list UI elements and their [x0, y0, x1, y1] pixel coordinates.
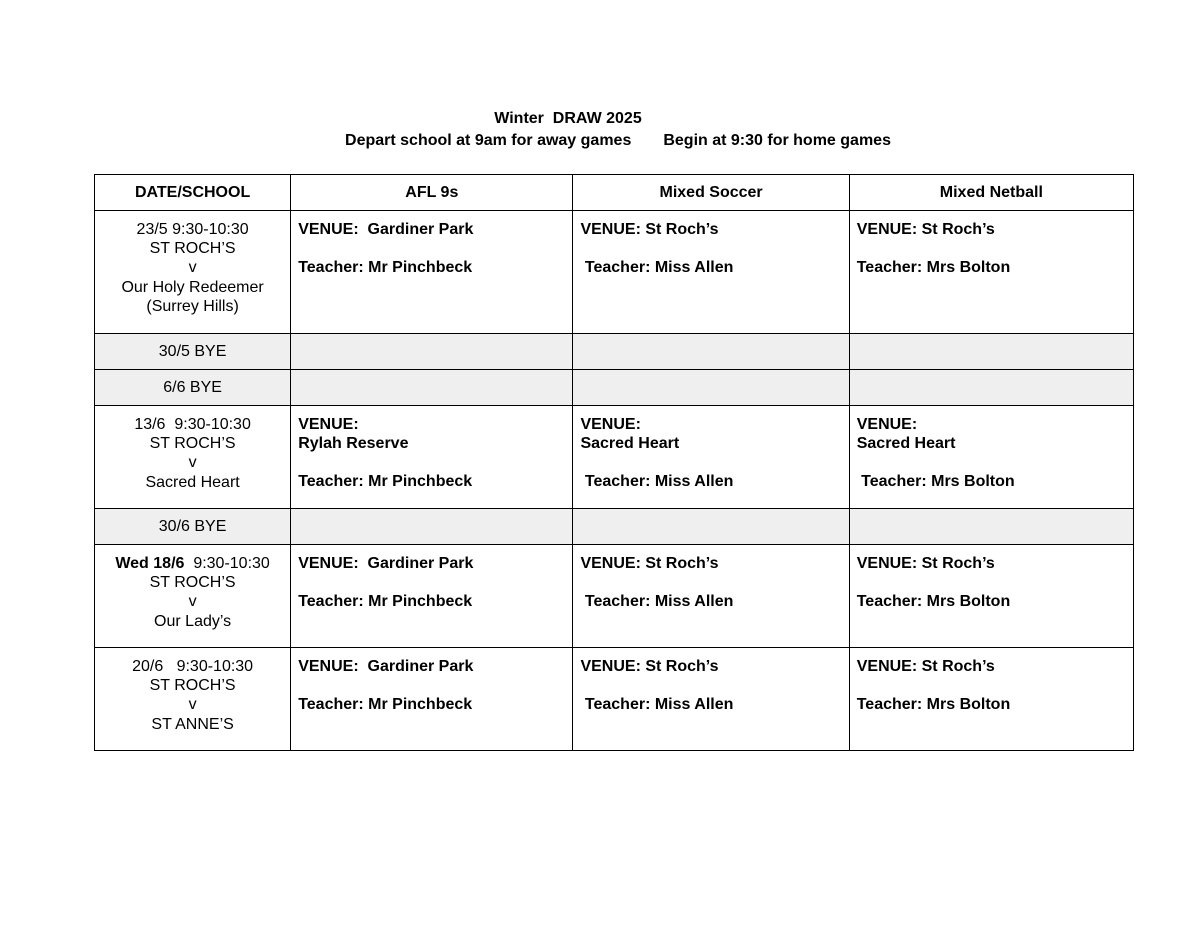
- teacher-text: Teacher: Mrs Bolton: [856, 696, 1011, 714]
- venue-text: VENUE: St Roch’s: [580, 555, 719, 572]
- page-title: Winter DRAW 2025: [494, 110, 642, 127]
- venue-text: VENUE: Gardiner Park: [298, 555, 474, 572]
- teacher-text: Teacher: Mr Pinchbeck: [298, 696, 473, 714]
- venue-name: Sacred Heart: [856, 435, 956, 453]
- teacher-text: Teacher: Mr Pinchbeck: [298, 473, 473, 491]
- soccer-cell: [573, 648, 849, 751]
- afl-cell: [291, 211, 573, 334]
- column-header-netball: Mixed Netball: [849, 175, 1133, 211]
- depart-note: Depart school at 9am for away games: [345, 132, 632, 149]
- venue-text: VENUE: St Roch’s: [856, 221, 995, 238]
- bye-row: [95, 509, 1134, 545]
- venue-text: VENUE: St Roch’s: [580, 658, 719, 675]
- page-subtitle: [0, 131, 1200, 151]
- bye-row: [95, 370, 1134, 406]
- date-line: v: [188, 259, 197, 277]
- draw-table: [94, 174, 1134, 751]
- empty-cell: [573, 334, 849, 370]
- date-cell: 6/6 BYE: [95, 370, 291, 406]
- venue-text: VENUE: St Roch’s: [580, 221, 719, 238]
- table-row: [95, 648, 1134, 751]
- header-row: [95, 175, 1134, 211]
- soccer-cell: [573, 545, 849, 648]
- table-row: [95, 211, 1134, 334]
- netball-cell: [849, 211, 1133, 334]
- venue-text: VENUE: Gardiner Park: [298, 658, 474, 675]
- teacher-text: Teacher: Miss Allen: [580, 593, 734, 611]
- venue-name: Rylah Reserve: [298, 435, 409, 453]
- teacher-text: Teacher: Mrs Bolton: [856, 593, 1011, 611]
- teacher-text: Teacher: Mrs Bolton: [856, 259, 1011, 277]
- date-line: v: [188, 593, 197, 611]
- teacher-text: Teacher: Mr Pinchbeck: [298, 259, 473, 277]
- empty-cell: [573, 370, 849, 406]
- date-line: Sacred Heart: [145, 473, 240, 491]
- venue-text: VENUE: St Roch’s: [856, 658, 995, 675]
- date-line: 13/6 9:30-10:30: [134, 416, 251, 433]
- afl-cell: [291, 545, 573, 648]
- afl-cell: [291, 648, 573, 751]
- venue-text: VENUE: Gardiner Park: [298, 221, 474, 238]
- venue-text: VENUE:: [580, 416, 641, 433]
- date-line: Our Holy Redeemer: [121, 278, 264, 296]
- date-line: ST ROCH’S: [149, 677, 236, 695]
- netball-cell: [849, 545, 1133, 648]
- teacher-text: Teacher: Mrs Bolton: [856, 473, 1015, 491]
- venue-text: VENUE:: [856, 416, 918, 433]
- teacher-text: Teacher: Mr Pinchbeck: [298, 593, 473, 611]
- date-line: v: [188, 696, 197, 714]
- teacher-text: Teacher: Miss Allen: [580, 473, 734, 491]
- venue-text: VENUE: St Roch’s: [856, 555, 995, 572]
- date-cell: [95, 545, 291, 648]
- venue-name: Sacred Heart: [580, 435, 680, 453]
- empty-cell: [849, 509, 1133, 545]
- teacher-text: Teacher: Miss Allen: [580, 259, 734, 277]
- soccer-cell: [573, 211, 849, 334]
- date-cell: 30/5 BYE: [95, 334, 291, 370]
- date-line: v: [188, 454, 197, 472]
- empty-cell: [291, 334, 573, 370]
- empty-cell: [291, 370, 573, 406]
- soccer-cell: [573, 406, 849, 509]
- empty-cell: [291, 509, 573, 545]
- date-line: ST ROCH’S: [149, 574, 236, 592]
- column-header-afl: AFL 9s: [291, 175, 573, 211]
- date-cell: [95, 211, 291, 334]
- date-line: (Surrey Hills): [146, 297, 239, 315]
- date-line: ST ROCH’S: [149, 240, 236, 258]
- date-line: ST ROCH’S: [149, 435, 236, 453]
- date-cell: [95, 648, 291, 751]
- column-header-date: DATE/SCHOOL: [95, 175, 291, 211]
- table-row: [95, 406, 1134, 509]
- date-line: [95, 554, 290, 573]
- date-line: 20/6 9:30-10:30: [132, 658, 254, 675]
- afl-cell: [291, 406, 573, 509]
- date-line: ST ANNE’S: [151, 715, 234, 733]
- date-line: Our Lady’s: [154, 612, 232, 630]
- date-cell: 30/6 BYE: [95, 509, 291, 545]
- begin-note: Begin at 9:30 for home games: [663, 132, 891, 149]
- date-line: 23/5 9:30-10:30: [136, 221, 249, 238]
- venue-text: VENUE:: [298, 416, 359, 433]
- empty-cell: [849, 370, 1133, 406]
- date-time: 9:30-10:30: [184, 555, 270, 572]
- teacher-text: Teacher: Miss Allen: [580, 696, 734, 714]
- table-row: [95, 545, 1134, 648]
- netball-cell: [849, 406, 1133, 509]
- empty-cell: [849, 334, 1133, 370]
- date-bold: Wed 18/6: [115, 555, 185, 572]
- bye-row: [95, 334, 1134, 370]
- date-cell: [95, 406, 291, 509]
- netball-cell: [849, 648, 1133, 751]
- empty-cell: [573, 509, 849, 545]
- column-header-soccer: Mixed Soccer: [573, 175, 849, 211]
